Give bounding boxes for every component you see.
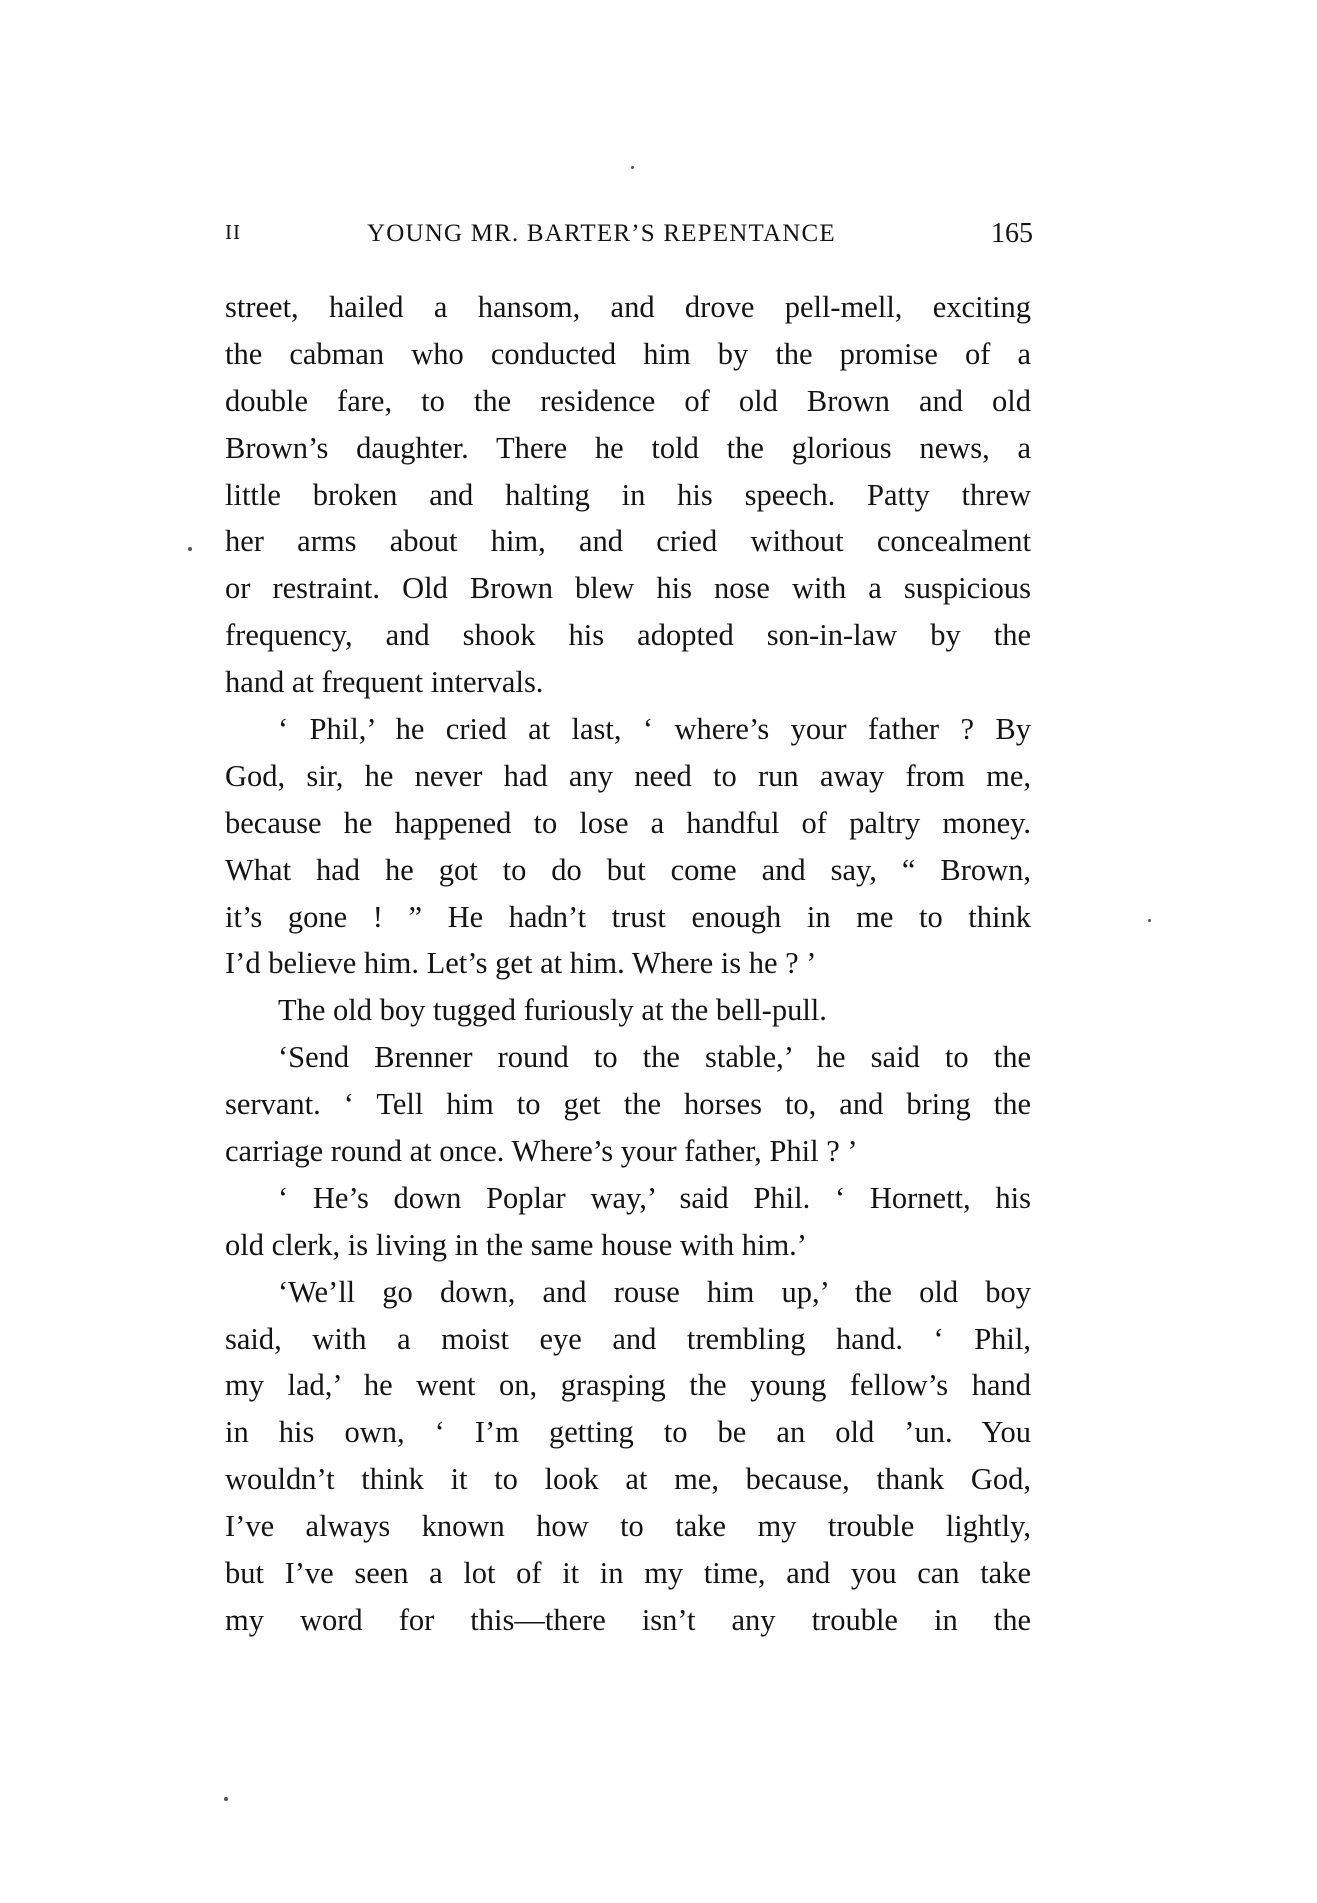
text-line: because he happened to lose a handful of paltry money.	[225, 805, 1031, 840]
text-line: Brown’s daughter. There he told the glorious news, a	[225, 430, 1031, 465]
text-line: wouldn’t think it to look at me, because, thank God,	[225, 1462, 1031, 1497]
text-line: ‘We’ll go down, and rouse him up,’ the old boy	[278, 1274, 1031, 1309]
text-line: God, sir, he never had any need to run away from me,	[225, 758, 1031, 793]
text-line: my word for this—there isn’t any trouble in the	[225, 1602, 1031, 1637]
running-header	[225, 218, 1033, 254]
text-line: I’ve always known how to take my trouble lightly,	[225, 1509, 1031, 1544]
text-line: ‘Send Brenner round to the stable,’ he said to the	[278, 1040, 1031, 1075]
ink-speck-bottom	[224, 1797, 228, 1801]
text-line: it’s gone ! ” He hadn’t trust enough in me to think	[225, 899, 1031, 934]
text-line: said, with a moist eye and trembling hand. ‘ Phil,	[225, 1321, 1031, 1356]
text-line: or restraint. Old Brown blew his nose with a suspicious	[225, 571, 1031, 606]
text-line: servant. ‘ Tell him to get the horses to, and bring the	[225, 1087, 1031, 1122]
text-line: in his own, ‘ I’m getting to be an old ’un. You	[225, 1415, 1031, 1450]
ink-speck-top	[631, 166, 634, 169]
ink-speck-right	[1148, 919, 1151, 922]
text-line: ‘ Phil,’ he cried at last, ‘ where’s your father ? By	[278, 712, 1031, 747]
ink-speck-left	[188, 547, 192, 551]
text-line: my lad,’ he went on, grasping the young fellow’s hand	[225, 1368, 1031, 1403]
text-line: What had he got to do but come and say, “ Brown,	[225, 852, 1031, 887]
text-line: The old boy tugged furiously at the bell-pull.	[278, 993, 827, 1028]
text-line: ‘ He’s down Poplar way,’ said Phil. ‘ Hornett, his	[278, 1180, 1031, 1215]
text-line: hand at frequent intervals.	[225, 665, 544, 700]
text-line: old clerk, is living in the same house with him.’	[225, 1227, 807, 1262]
text-line: little broken and halting in his speech. Patty threw	[225, 477, 1031, 512]
text-line: the cabman who conducted him by the promise of a	[225, 336, 1031, 371]
text-line: double fare, to the residence of old Brown and old	[225, 383, 1031, 418]
text-line: frequency, and shook his adopted son-in-law by the	[225, 618, 1031, 653]
text-line: I’d believe him. Let’s get at him. Where is he ? ’	[225, 946, 817, 981]
running-title: YOUNG MR. BARTER’S REPENTANCE	[367, 220, 836, 247]
body-text	[225, 284, 1031, 1644]
page-number: 165	[991, 218, 1033, 249]
text-line: carriage round at once. Where’s your father, Phil ? ’	[225, 1134, 858, 1169]
text-line: her arms about him, and cried without concealment	[225, 524, 1031, 559]
chapter-number: II	[225, 220, 241, 244]
text-line: but I’ve seen a lot of it in my time, and you can take	[225, 1556, 1031, 1591]
text-line: street, hailed a hansom, and drove pell-mell, exciting	[225, 290, 1031, 324]
